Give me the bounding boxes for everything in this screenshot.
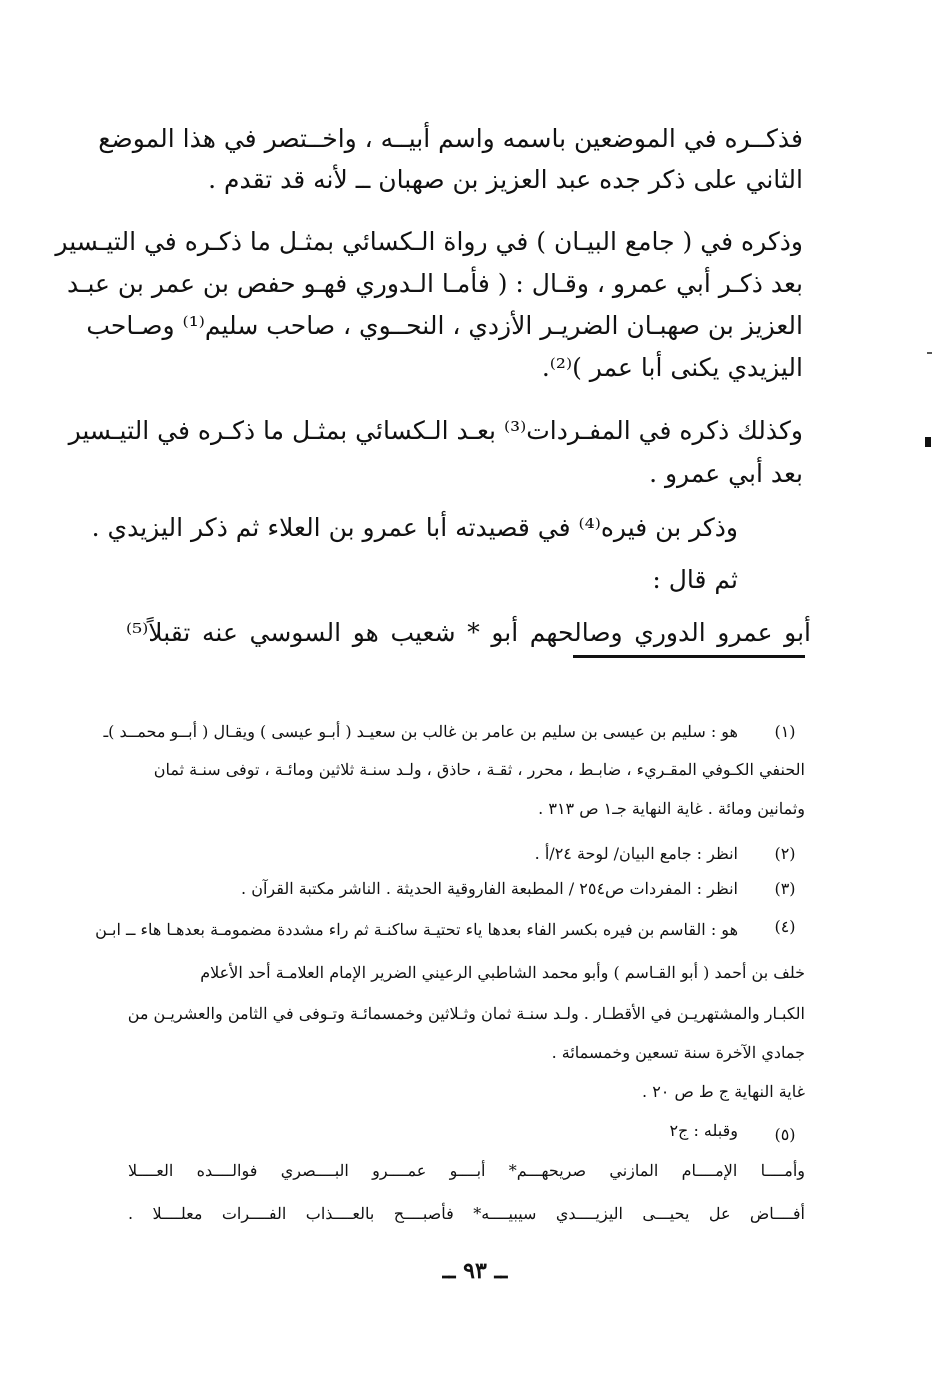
footnote-1-line-3: وثمانين ومائة . غاية النهاية جـ١ ص ٣١٣ . xyxy=(538,799,805,818)
footnote-1-line-1: هو : سليم بن عيسى بن سليم بن عامر بن غالب بن سعيـد ( أبـو عيسى ) ويقـال ( أبــو محمــد )ـ xyxy=(103,722,738,741)
footnote-1-number: (١) xyxy=(774,722,796,741)
footnote-3-number: (٣) xyxy=(774,879,796,898)
body-line-9: وذكر بن فيره⁽⁴⁾ في قصيدته أبا عمرو بن العلاء ثم ذكر اليزيدي . xyxy=(91,513,738,542)
footnote-4-line-3: الكبـار والمشتهريـن في الأقطـار . ولـد سنـة ثمان وثـلاثين وخمسمائـة وتـوفى في الثامن والعشريـن من xyxy=(127,1004,805,1023)
footnote-4-line-5: غاية النهاية ج ط ص ٢٠ . xyxy=(642,1082,805,1101)
footnote-4-line-1: هو : القاسم بن فيره بكسر الفاء بعدها ياء تحتيـة ساكنـة ثم راء مشددة مضمومـة بعدهـا هاء ــ ابـن xyxy=(95,920,738,939)
verse-line: أبو عمرو الدوري وصالحهم أبو * شعيب هو السوسي عنه تقبلاً⁽⁵⁾ xyxy=(126,618,811,647)
body-line-5: العزيز بن صهبـان الضريـر الأزدي ، النحــوي ، صاحب سليم⁽¹⁾ وصـاحب xyxy=(86,311,803,340)
page-number: ــ ٩٣ ــ xyxy=(442,1258,508,1284)
footnote-1-line-2: الحنفي الكـوفي المقـريء ، ضابـط ، محرر ، ثقـة ، حاذق ، ولـد سنـة ثلاثين ومائـة ، توفى سنـة ثمان xyxy=(153,760,805,779)
footnote-5-verse-1: وأمــــا الإمــــام المازني صريحهـــم* أبــــو عمــــرو البــــصري فوالــــده العــــلا xyxy=(128,1161,805,1180)
body-line-2: الثاني على ذكر جده عبد العزيز بن صهبان ــ لأنه قد تقدم . xyxy=(208,165,803,194)
verse-underline xyxy=(573,655,805,658)
footnote-4-line-2: خلف بن أحمد ( أبو القـاسم ) وأبو محمد الشاطبي الرعيني الضرير الإمام العلامـة أحد الأعلام xyxy=(200,963,805,982)
scan-edge-mark xyxy=(925,437,931,447)
body-line-8: بعد أبي عمرو . xyxy=(649,459,803,488)
footnote-5-verse-2: أفــــاض عل يحيـــى اليزيــــدي سيبيــــه* فأصبــــح بالعــــذاب الفــــرات معلــــلا . xyxy=(128,1204,805,1223)
body-line-1: فذكــره في الموضعين باسمه واسم أبيــه ، واخــتصر في هذا الموضع xyxy=(98,124,803,153)
footnote-2-text: انظر : جامع البيان/ لوحة ٢٤/أ . xyxy=(534,844,738,863)
footnote-2-number: (٢) xyxy=(774,844,796,863)
footnote-5-intro: وقبله : ج٢ xyxy=(669,1121,738,1140)
footnote-4-number: (٤) xyxy=(774,917,796,936)
body-line-6: اليزيدي يكنى أبا عمر )⁽²⁾. xyxy=(541,353,803,382)
scan-edge-tick xyxy=(927,352,932,354)
footnote-3-text: انظر : المفردات ص٢٥٤ / المطبعة الفاروقية الحديثة . الناشر مكتبة القرآن . xyxy=(241,879,738,898)
footnote-4-line-4: جمادي الآخرة سنة تسعين وخمسمائة . xyxy=(551,1043,805,1062)
body-line-4: بعد ذكـر أبي عمرو ، وقـال : ( فأمـا الـدوري فهـو حفص بن عمر بن عبـد xyxy=(67,269,803,298)
body-line-7: وكذلك ذكره في المفـردات⁽³⁾ بعـد الـكسائي بمثـل ما ذكـره في التيـسير xyxy=(68,416,803,445)
body-line-3: وذكره في ( جامع البيـان ) في رواة الـكسائي بمثـل ما ذكـره في التيـسير xyxy=(55,227,803,256)
footnote-5-number: (٥) xyxy=(774,1125,796,1144)
body-line-10: ثم قال : xyxy=(652,565,738,594)
